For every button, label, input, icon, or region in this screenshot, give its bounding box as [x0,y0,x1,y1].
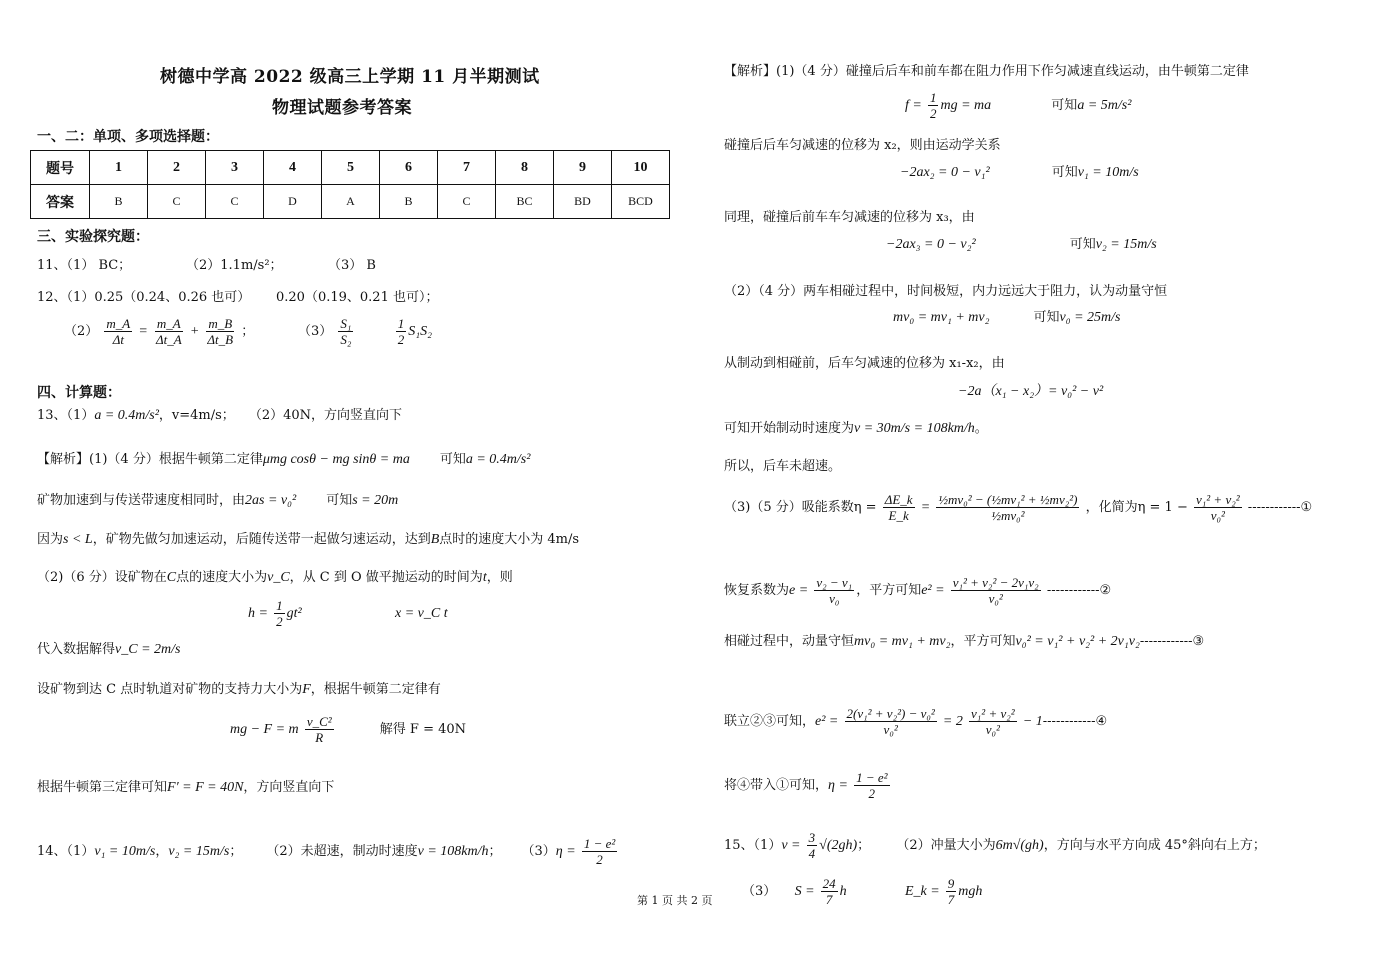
right-formula-x3 [886,237,1157,253]
frac-den: v₀ [829,591,840,606]
semicolon: ； [241,324,255,339]
formula: mg = ma [940,98,992,113]
text: 。 [974,421,988,436]
right-analysis-line7: 所以，后车未超速。 [724,459,842,474]
formula: −2ax₂ = 0 − v₁² [900,165,990,180]
text: （3)（5 分）吸能系数η = [724,500,877,515]
formula: B [430,532,440,547]
page-title: 树德中学高 2022 级高三上学期 11 月半期测试 [160,67,540,87]
text: 可知 [1051,98,1078,113]
right-formula-e [724,575,1111,606]
q11-part3: （3） B [328,258,376,273]
text: 恢复系数为 [724,583,790,598]
formula: e² = [921,583,945,598]
formula: h [839,884,847,899]
table-cell: 6 [380,151,438,185]
frac-num: m_A [106,316,131,331]
text: ，根据牛顿第二定律有 [310,682,441,697]
formula: v₀² = v₁² + v₂² + 2v₁v₂ [1015,634,1140,649]
formula: = [920,500,931,515]
text: 相碰过程中，动量守恒 [724,634,855,649]
formula: v₁ = 10m/s [94,844,156,859]
table-row [31,185,670,219]
equation-tag: ------------④ [1042,714,1108,729]
formula: η = [555,844,576,859]
q13-analysis-line6 [37,682,441,698]
text: 可知 [1069,237,1096,252]
frac-num: 1 − e² [583,836,616,851]
frac-num: 3 [808,830,816,845]
formula: f = [905,98,922,113]
text: 14、（1） [37,844,95,859]
q11-part2: （2）1.1m/s²； [186,258,283,273]
q14-answer-line [37,836,619,867]
text: 矿物加速到与传送带速度相同时，由 [37,493,246,508]
right-formula-momentum-sq [724,634,1204,650]
q12-formula-2: （2） $\frac{m\_A}{\Delta t}$ = $\frac{m\_A}{\Delta t\_A}$ + $\frac{m\_B}{\Delta t\_B}$ ； [64,316,255,347]
q13-analysis-line1 [37,452,530,468]
frac-den: S₂ [340,332,352,347]
answer-table [30,150,670,219]
table-cell: BCD [612,185,670,219]
frac-num: ½mv₀² − (½mv₁² + ½mv₂²) [938,492,1078,507]
frac-den: v₀² [1210,508,1225,523]
equation-tag: ------------① [1247,500,1313,515]
text: （3） [521,844,556,859]
formula: F [302,682,311,697]
table-cell: C [148,185,206,219]
frac-den: v₀² [985,722,1000,737]
text: 可知 [439,452,466,467]
frac-num: S₁ [340,316,352,331]
frac-den: 2 [929,106,937,121]
text: ，矿物先做匀加速运动，后随传送带一起做匀速运动，达到 [92,532,431,547]
frac-num: 1 [276,598,283,613]
text: ； [488,844,502,859]
formula: 6m√(gh) [995,838,1044,853]
table-cell: 9 [554,151,612,185]
text: 联立②③可知， [724,714,816,729]
text: 点的速度大小为 [176,570,268,585]
text: ； [857,838,871,853]
frac-num: v₁² + v₂² [1196,492,1240,507]
table-cell: 8 [496,151,554,185]
table-cell: 1 [90,151,148,185]
right-formula-combine [724,706,1107,737]
frac-den: 7 [825,892,833,907]
frac-num: m_A [156,316,181,331]
table-cell: 题号 [31,151,90,185]
equation-tag: ------------② [1046,583,1112,598]
right-formula-eta [724,492,1312,523]
formula: mg − F = m [230,722,299,737]
table-cell: B [90,185,148,219]
q13-analysis-line3 [37,532,579,548]
text: ，从 C 到 O 做平抛运动的时间为 [289,570,483,585]
text: 15、（1） [724,838,782,853]
text: ，则 [486,570,513,585]
frac-den: 2 [276,614,283,629]
right-analysis-line3: 同理，碰撞后前车车匀减速的位移为 x₃，由 [724,210,975,225]
frac-num: m_B [208,316,233,331]
q13-analysis-line7 [37,780,334,796]
table-cell: 5 [322,151,380,185]
page-subtitle: 物理试题参考答案 [272,98,412,118]
text: （2）未超速，制动时速度 [266,844,418,859]
formula: mv₀ = mv₁ + mv₂ [854,634,951,649]
frac-num: 9 [947,876,955,891]
frac-num: v₁² + v₂² [971,706,1015,721]
right-analysis-line4: （2）（4 分）两车相碰过程中，时间极短，内力远远大于阻力，认为动量守恒 [724,284,1168,299]
frac-num: v_C² [306,714,332,729]
q13-formula-h [248,598,302,629]
right-formula-x2 [900,165,1139,181]
text: ，方向竖直向下 [243,780,335,795]
text: （2）40N，方向竖直向下 [248,408,403,423]
right-analysis-line1: 【解析】(1)（4 分）碰撞后后车和前车都在阻力作用下作匀减速直线运动，由牛顿第二定律 [724,64,1249,79]
q12-part1: 12、（1）0.25（0.24、0.26 也可） [37,290,251,305]
equation-tag: ------------③ [1139,634,1205,649]
table-cell: 10 [612,151,670,185]
text: ，v=4m/s； [158,408,235,423]
formula: − 1 [1022,714,1043,729]
formula: a = 0.4m/s² [94,408,159,423]
formula: a = 5m/s² [1077,98,1132,113]
frac-num: 1 [397,316,405,331]
text: 可知开始制动时速度为 [724,421,855,436]
text: （2)（6 分）设矿物在 [37,570,167,585]
section-heading-experiment: 三、实验探究题： [37,229,149,245]
right-formula-result [724,770,892,801]
frac-den: Δt_A [156,332,182,347]
text: （3） [742,884,777,899]
frac-den: Δt_B [207,332,234,347]
formula: h = [248,606,268,621]
text: ； [229,844,243,859]
frac-den: 2 [868,786,876,801]
text: （2）冲量大小为 [896,838,996,853]
table-cell: 3 [206,151,264,185]
q13-analysis-line2 [37,493,398,509]
text: 可知 [326,493,353,508]
text: ，化简为η = 1 − [1085,500,1188,515]
text: ，平方可知 [950,634,1016,649]
frac-num: 24 [822,876,836,891]
formula: v₂ = 15m/s [168,844,230,859]
formula: mgh [958,884,983,899]
right-formula-brake: −2a（x₁ − x₂）= v₀² − v² [958,384,1104,399]
section-heading-calculation: 四、计算题： [37,385,121,401]
q12-label-2: （2） [64,324,99,339]
formula: v = 30m/s = 108km/h [854,421,975,436]
formula: μmg cosθ − mg sinθ = ma [262,452,410,467]
formula: −2ax₃ = 0 − v₂² [886,237,976,252]
formula: gt² [286,606,302,621]
text: ， [155,844,169,859]
frac-num: 1 [929,90,937,105]
q13-formula-force [230,714,466,745]
text: 代入数据解得 [37,642,116,657]
frac-den: v₀² [883,722,898,737]
table-cell: 7 [438,151,496,185]
table-cell: 答案 [31,185,90,219]
formula: s < L [63,532,93,547]
formula: v₀ = 25m/s [1059,310,1121,325]
formula: C [166,570,177,585]
frac-den: Δt [112,332,124,347]
formula: √(2gh) [819,838,858,853]
formula: η = [828,778,848,793]
formula: mv₀ = mv₁ + mv₂ [893,310,990,325]
q13-formula-x: x = v_C t [395,606,448,621]
formula: = 2 [942,714,963,729]
frac-den: 2 [397,332,405,347]
q12-formula-3 [298,316,432,347]
right-analysis-line5: 从制动到相碰前，后车匀减速的位移为 x₁-x₂，由 [724,356,1005,371]
table-cell: D [264,185,322,219]
section-heading-choice: 一、二：单项、多项选择题： [37,129,219,145]
frac-num: v₂ − v₁ [816,575,853,590]
frac-num: v₁² + v₂² − 2v₁v₂ [952,575,1039,590]
formula: t [482,570,487,585]
text: 可知 [1051,165,1078,180]
q11-part1: 11、（1） BC； [37,258,132,273]
right-analysis-line2: 碰撞后后车匀减速的位移为 x₂，则由运动学关系 [724,138,1001,153]
formula: E_k = [904,884,940,899]
table-cell: B [380,185,438,219]
right-formula-f [905,90,1131,121]
s1s2-product: S₁S₂ [408,324,432,339]
text: ，平方可知 [856,583,922,598]
formula: v₂ = 15m/s [1095,237,1157,252]
formula: 2as = v₀² [245,493,297,508]
table-cell: BD [554,185,612,219]
formula: a = 0.4m/s² [465,452,531,467]
formula: s = 20m [352,493,399,508]
formula: e² = [815,714,839,729]
formula: S = [794,884,815,899]
table-cell: C [206,185,264,219]
right-analysis-line6 [724,421,988,437]
formula: v₁ = 10m/s [1077,165,1139,180]
q12-part1b: 0.20（0.19、0.21 也可）； [276,290,439,305]
table-row [31,151,670,185]
table-cell: 2 [148,151,206,185]
frac-den: ½mv₀² [991,508,1025,523]
table-cell: C [438,185,496,219]
q12-label-3: （3） [298,324,333,339]
frac-num: 1 − e² [856,770,888,785]
frac-den: v₀² [988,591,1003,606]
frac-den: 7 [947,892,955,907]
table-cell: 4 [264,151,322,185]
right-formula-momentum [893,310,1120,326]
table-cell: BC [496,185,554,219]
formula: v_C = 2m/s [115,642,181,657]
text: 可知 [1033,310,1060,325]
formula: e = [789,583,809,598]
frac-den: 2 [596,852,603,867]
frac-den: R [315,730,324,745]
page-footer: 第 1 页 共 2 页 [637,894,713,907]
table-cell: A [322,185,380,219]
text: 将④带入①可知， [724,778,829,793]
q15-answer-line2 [742,876,982,907]
q13-analysis-line5 [37,642,180,658]
q13-analysis-line4 [37,570,513,586]
q13-answer-line [37,408,402,424]
frac-den: E_k [888,508,909,523]
text: ，方向与水平方向成 45°斜向右上方； [1043,838,1266,853]
text: 点时的速度大小为 4m/s [439,532,580,547]
text: 解得 F = 40N [379,722,467,737]
frac-den: 4 [808,846,816,861]
text: 13、（1） [37,408,95,423]
text: 设矿物到达 C 点时轨道对矿物的支持力大小为 [37,682,303,697]
frac-num: 2(v₁² + v₂²) − v₀² [846,706,935,721]
formula: v = [781,838,801,853]
frac-num: ΔE_k [884,492,913,507]
formula: v_C [267,570,290,585]
q15-answer-line [724,830,1266,861]
text: 因为 [37,532,64,547]
formula: v = 108km/h [417,844,489,859]
text: 【解析】(1)（4 分）根据牛顿第二定律 [37,452,263,467]
text: 根据牛顿第三定律可知 [37,780,168,795]
formula: F′ = F = 40N [167,780,244,795]
